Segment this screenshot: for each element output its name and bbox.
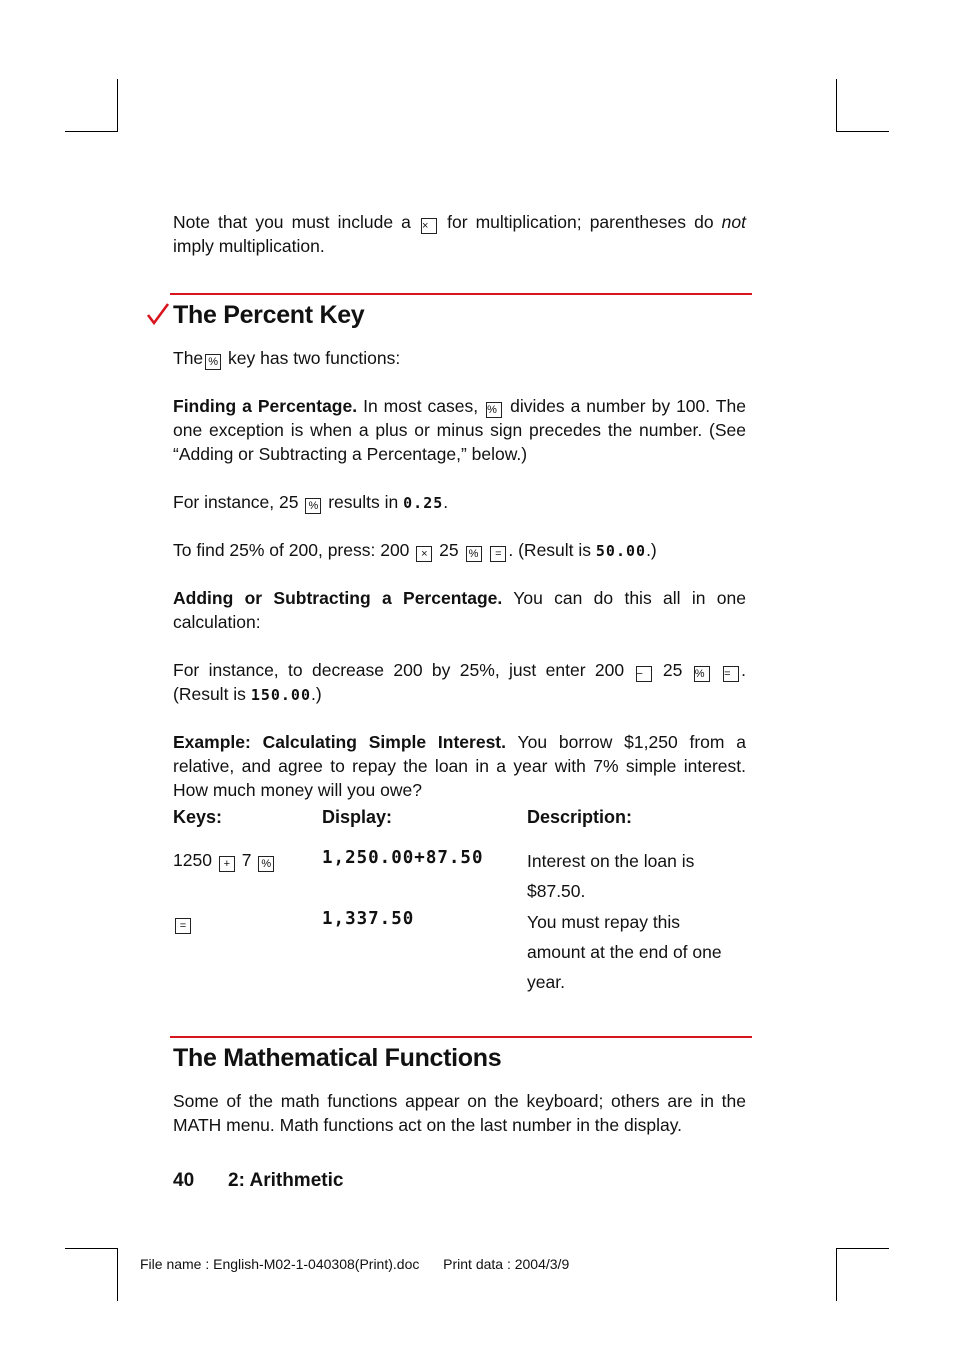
section-rule [170,1036,752,1038]
table-row-display: 1,337.50 [322,909,415,929]
table-header-display: Display: [322,807,393,827]
math-functions-paragraph: Some of the math functions appear on the keyboard; others are in the MATH menu. Math functions act on the last number in the display. [173,1091,746,1135]
table-row-keys: 1250 + 7 % [173,845,276,875]
crop-mark [65,131,118,132]
equals-key-icon: = [175,918,191,934]
table-header-description: Description: [527,807,633,827]
lcd-value: 0.25 [403,494,444,512]
print-footer [140,1256,569,1272]
percent-intro: The % key has two functions: [173,348,401,368]
section-title-math-functions: The Mathematical Functions [173,1044,502,1072]
crop-mark [117,79,118,132]
crop-mark [836,79,837,132]
crop-mark [117,1248,118,1301]
finding-percentage-paragraph: Finding a Percentage. In most cases, % divides a number by 100. The one exception is when a plus or minus sign precedes the number. (See “Adding or Subtracting a Percentage,” below.) [173,396,746,464]
percent-key-icon: % [694,666,710,682]
example-paragraph: Example: Calculating Simple Interest. You borrow $1,250 from a relative, and agree to repay the loan in a year with 7% simple interest. How much money will you owe? [173,732,747,800]
percent-key-icon: % [486,402,502,418]
equals-key-icon: = [490,546,506,562]
decrease-paragraph: For instance, to decrease 200 by 25%, just enter 200 − 25 % = . (Result is 150.00.) [173,660,746,704]
instance-paragraph: For instance, 25 % results in 0.25. [173,492,449,512]
lcd-value: 50.00 [595,542,647,560]
equals-key-icon: = [723,666,739,682]
percent-key-icon: % [258,856,274,872]
percent-key-icon: % [466,546,482,562]
table-header-keys: Keys: [173,807,223,827]
table-row-description: Interest on the loan is $87.50. [527,851,695,901]
intro-paragraph: Note that you must include a × for multiplication; parentheses do not imply multiplication. [173,212,746,256]
section-title-percent: The Percent Key [173,301,365,329]
find-percent-paragraph: To find 25% of 200, press: 200 × 25 % = . (Result is 50.00.) [173,540,657,560]
percent-key-icon: % [305,498,321,514]
minus-key-icon: − [636,666,652,682]
checkmark-icon [146,302,170,326]
print-date: Print data : 2004/3/9 [443,1256,570,1272]
file-name: File name : English-M02-1-040308(Print).doc [140,1256,420,1272]
percent-key-icon: % [205,354,221,370]
table-row-description: You must repay this amount at the end of one year. [527,912,722,992]
table-row-display: 1,250.00+87.50 [322,848,484,868]
adding-percentage-paragraph: Adding or Subtracting a Percentage. You can do this all in one calculation: [173,588,746,632]
plus-key-icon: + [219,856,235,872]
page-number: 40 [173,1170,195,1191]
lcd-value: 150.00 [250,686,311,704]
crop-mark [836,1248,889,1249]
table-row-keys [173,907,193,937]
section-rule [170,293,752,295]
multiply-key-icon: × [416,546,432,562]
chapter-title: 2: Arithmetic [228,1170,344,1191]
crop-mark [65,1248,118,1249]
multiply-key-icon: × [421,218,437,234]
crop-mark [836,1248,837,1301]
crop-mark [836,131,889,132]
